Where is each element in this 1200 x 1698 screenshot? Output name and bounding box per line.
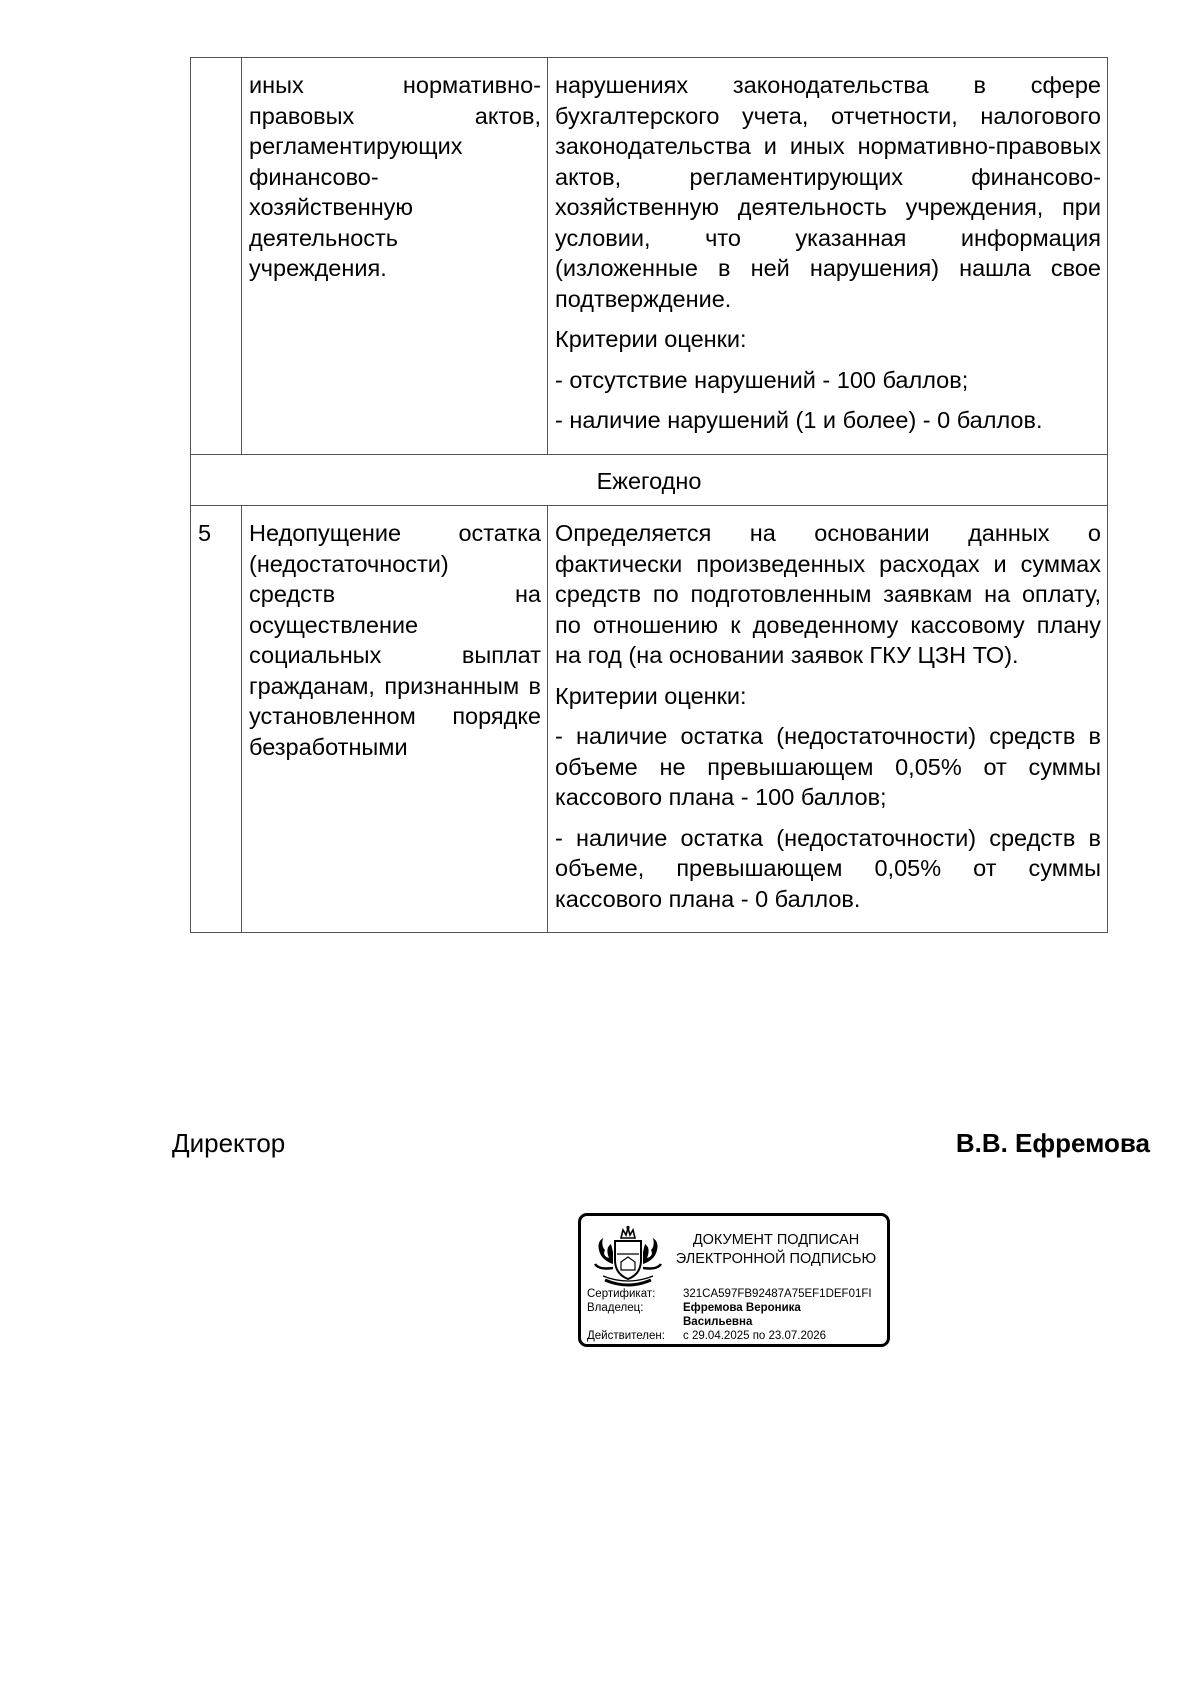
criteria-heading: Критерии оценки:: [555, 682, 747, 709]
table-row: [191, 506, 1108, 933]
coat-of-arms-icon: [591, 1224, 665, 1292]
criteria-item: - наличие нарушений (1 и более) - 0 баллов.: [555, 407, 1043, 433]
indicator-name: иных нормативно-правовых актов, регламентирующих финансово-хозяйственную деятельность учреждения.: [249, 72, 541, 281]
criteria-item: - наличие остатка (недостаточности) средств в объеме, превышающем 0,05% от суммы кассового плана - 0 баллов.: [555, 824, 1101, 912]
row-number-cell: [191, 58, 242, 455]
validity-value: с 29.04.2025 по 23.07.2026: [683, 1330, 827, 1342]
owner-name-line: Ефремова Вероника: [683, 1302, 801, 1314]
indicator-description-cell: [548, 58, 1108, 455]
owner-name-line: Васильевна: [683, 1316, 753, 1328]
indicator-name: Недопущение остатка (недостаточности) средств на осуществление социальных выплат гражданам, признанным в установленном порядке безработными: [249, 520, 541, 760]
stamp-heading-line: ДОКУМЕНТ ПОДПИСАН: [692, 1232, 860, 1248]
owner-value: [683, 1301, 889, 1329]
criteria-item: - наличие остатка (недостаточности) средств в объеме не превышающем 0,05% от суммы кассового плана - 100 баллов;: [555, 723, 1101, 810]
certificate-row: [587, 1287, 889, 1301]
description-paragraph: Определяется на основании данных о фактически произведенных расходах и суммах средств по подготовленным заявкам на оплату, по отношению к доведенному кассовому плану на год (на основании заявок ГКУ ЦЗН ТО).: [555, 520, 1101, 668]
stamp-heading-line: ЭЛЕКТРОННОЙ ПОДПИСЬЮ: [675, 1251, 877, 1267]
criteria-table: [190, 57, 1108, 933]
row-number-cell: 5: [191, 506, 242, 933]
owner-label: Владелец:: [587, 1302, 644, 1314]
electronic-signature-stamp: [578, 1213, 890, 1347]
section-header: Ежегодно: [191, 454, 1108, 506]
certificate-value: 321CA597FB92487A75EF1DEF01FI: [683, 1288, 872, 1300]
indicator-name-cell: [242, 58, 548, 455]
criteria-item: - отсутствие нарушений - 100 баллов;: [555, 366, 969, 393]
table-row: [191, 58, 1108, 455]
section-header-row: [191, 454, 1108, 506]
stamp-details: [587, 1287, 889, 1343]
owner-row: [587, 1301, 889, 1329]
signatory-name: В.В. Ефремова: [955, 1128, 1150, 1158]
indicator-description-cell: [548, 506, 1108, 933]
criteria-heading: Критерии оценки:: [555, 326, 747, 352]
validity-label: Действителен:: [587, 1330, 665, 1342]
description-paragraph: нарушениях законодательства в сфере бухгалтерского учета, отчетности, налогового законодательства и иных нормативно-правовых актов, регламентирующих финансово-хозяйственную деятельность учреждения, при условии, что указанная информация (изложенные в ней нарушения) нашла свое подтверждение.: [555, 72, 1101, 312]
validity-row: [587, 1329, 889, 1343]
indicator-name-cell: [242, 506, 548, 933]
signatory-position: Директор: [172, 1128, 286, 1158]
certificate-label: Сертификат:: [587, 1288, 656, 1300]
stamp-heading: [665, 1231, 887, 1269]
